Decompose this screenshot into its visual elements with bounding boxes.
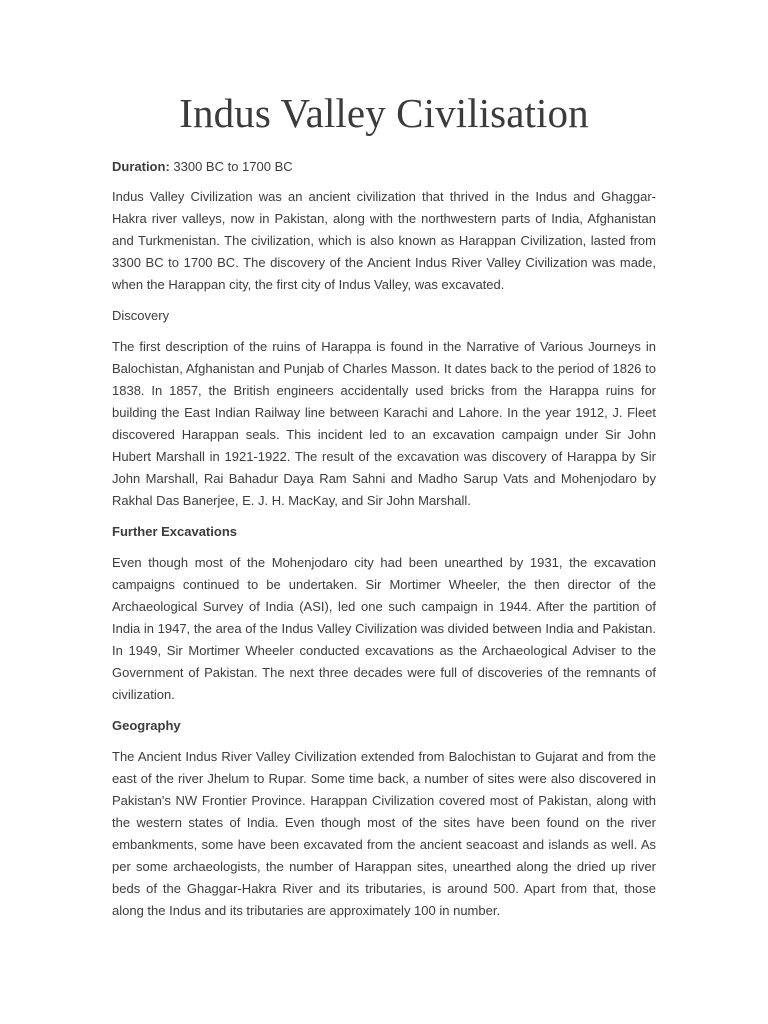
- duration-label: Duration:: [112, 159, 170, 174]
- page-title: Indus Valley Civilisation: [179, 90, 589, 136]
- document-page: [112, 86, 656, 931]
- section-paragraph-discovery: The first description of the ruins of Harappa is found in the Narrative of Various Journeys in Balochistan, Afghanistan and Punjab of Charles Masson. It dates back to the period of 1826 to 1838. In 1857, the British engineers accidentally used bricks from the Harappa ruins for building the East Indian Railway line between Karachi and Lahore. In the year 1912, J. Fleet discovered Harappan seals. This incident led to an excavation campaign under Sir John Hubert Marshall in 1921-1922. The result of the excavation was discovery of Harappa by Sir John Marshall, Rai Bahadur Daya Ram Sahni and Madho Sarup Vats and Mohenjodaro by Rakhal Das Banerjee, E. J. H. MacKay, and Sir John Marshall.: [112, 339, 656, 508]
- section-heading-geography: Geography: [112, 718, 181, 733]
- section-paragraph-further-excavations: Even though most of the Mohenjodaro city had been unearthed by 1931, the excavation campaigns continued to be undertaken. Sir Mortimer Wheeler, the then director of the Archaeological Survey of India (ASI), led one such campaign in 1944. After the partition of India in 1947, the area of the Indus Valley Civilization was divided between India and Pakistan. In 1949, Sir Mortimer Wheeler conducted excavations as the Archaeological Adviser to the Government of Pakistan. The next three decades were full of discoveries of the remnants of civilization.: [112, 555, 656, 702]
- section-heading-further-excavations: Further Excavations: [112, 524, 237, 539]
- section-heading-discovery: Discovery: [112, 308, 170, 323]
- duration-line: [112, 156, 656, 178]
- section-paragraph-geography: The Ancient Indus River Valley Civilization extended from Balochistan to Gujarat and from the east of the river Jhelum to Rupar. Some time back, a number of sites were also discovered in Pakistan's NW Frontier Province. Harappan Civilization covered most of Pakistan, along with the western states of India. Even though most of the sites have been found on the river embankments, some have been excavated from the ancient seacoast and islands as well. As per some archaeologists, the number of Harappan sites, unearthed along the dried up river beds of the Ghaggar-Hakra River and its tributaries, is around 500. Apart from that, those along the Indus and its tributaries are approximately 100 in number.: [112, 749, 656, 918]
- duration-value: 3300 BC to 1700 BC: [169, 159, 293, 174]
- intro-paragraph: Indus Valley Civilization was an ancient civilization that thrived in the Indus and Ghaggar-Hakra river valleys, now in Pakistan, along with the northwestern parts of India, Afghanistan and Turkmenistan. The civilization, which is also known as Harappan Civilization, lasted from 3300 BC to 1700 BC. The discovery of the Ancient Indus River Valley Civilization was made, when the Harappan city, the first city of Indus Valley, was excavated.: [112, 189, 656, 292]
